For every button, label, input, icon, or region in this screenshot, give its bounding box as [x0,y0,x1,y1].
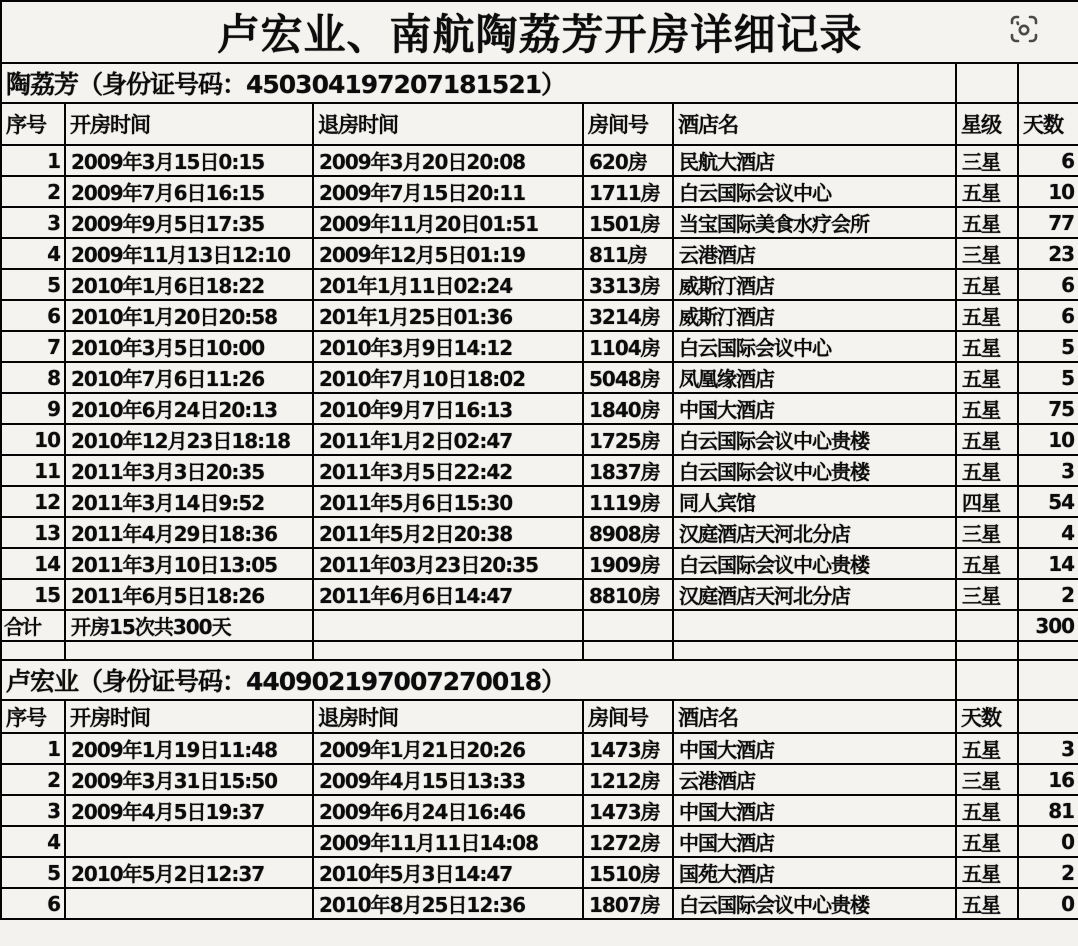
cell-room: 1272房 [583,826,673,857]
cell-checkout: 2011年3月5日22:42 [313,455,583,486]
cell-hotel: 白云国际会议中心贵楼 [673,424,956,455]
table-row [1,269,1078,300]
cell-hotel: 白云国际会议中心贵楼 [673,888,956,919]
col-header-no: 序号 [1,700,65,733]
cell-room: 3313房 [583,269,673,300]
cell-days: 81 [1018,795,1078,826]
table-row [1,548,1078,579]
cell-stars: 五星 [956,424,1018,455]
col-header-checkout: 退房时间 [313,700,583,733]
cell-hotel: 汉庭酒店天河北分店 [673,579,956,610]
person-1-id: 陶荔芳（身份证号码：450304197207181521） [1,63,956,103]
cell-stars: 五星 [956,393,1018,424]
cell-no: 7 [1,331,65,362]
table-row [1,145,1078,176]
cell-days: 6 [1018,300,1078,331]
table-row [1,176,1078,207]
cell-hotel: 中国大酒店 [673,733,956,764]
empty-cell [1018,63,1078,103]
table-2-header [1,700,1078,733]
cell-hotel: 国苑大酒店 [673,857,956,888]
table-1-body [1,145,1078,610]
cell-days: 23 [1018,238,1078,269]
col-header-room: 房间号 [583,700,673,733]
cell-days: 5 [1018,331,1078,362]
cell-room: 1837房 [583,455,673,486]
cell-room: 8810房 [583,579,673,610]
cell-no: 13 [1,517,65,548]
table-row [1,888,1078,919]
cell-room: 1501房 [583,207,673,238]
cell-checkin: 2009年9月5日17:35 [65,207,313,238]
cell-stars: 五星 [956,207,1018,238]
cell-hotel: 云港酒店 [673,764,956,795]
cell-checkin: 2011年4月29日18:36 [65,517,313,548]
cell-days: 0 [1018,888,1078,919]
cell-no: 14 [1,548,65,579]
cell-room: 8908房 [583,517,673,548]
table-row [1,207,1078,238]
cell-no: 6 [1,300,65,331]
cell-stars: 四星 [956,486,1018,517]
table-row [1,300,1078,331]
cell-no: 12 [1,486,65,517]
cell-hotel: 白云国际会议中心贵楼 [673,455,956,486]
col-header-checkin: 开房时间 [65,103,313,145]
cell-checkin: 2009年1月19日11:48 [65,733,313,764]
table-row [1,857,1078,888]
cell-days: 3 [1018,455,1078,486]
col-header-hotel: 酒店名 [673,103,956,145]
cell-room: 1909房 [583,548,673,579]
col-header-blank [1018,700,1078,733]
cell-days: 75 [1018,393,1078,424]
cell-hotel: 中国大酒店 [673,795,956,826]
cell-checkout: 2009年7月15日20:11 [313,176,583,207]
cell-room: 1104房 [583,331,673,362]
cell-checkout: 2011年03月23日20:35 [313,548,583,579]
table-row [1,424,1078,455]
table-row [1,362,1078,393]
cell-hotel: 威斯汀酒店 [673,269,956,300]
empty-cell [673,610,956,641]
cell-checkout: 2010年7月10日18:02 [313,362,583,393]
cell-checkout: 2009年4月15日13:33 [313,764,583,795]
cell-hotel: 当宝国际美食水疗会所 [673,207,956,238]
cell-days: 6 [1018,269,1078,300]
cell-days: 5 [1018,362,1078,393]
table-row [1,733,1078,764]
table-row [1,764,1078,795]
col-header-room: 房间号 [583,103,673,145]
cell-days: 4 [1018,517,1078,548]
cell-checkout: 2010年8月25日12:36 [313,888,583,919]
cell-stars: 五星 [956,888,1018,919]
col-header-days: 天数 [1018,103,1078,145]
cell-checkout: 2011年1月2日02:47 [313,424,583,455]
cell-no: 5 [1,857,65,888]
cell-checkin: 2009年7月6日16:15 [65,176,313,207]
cell-checkout: 2009年3月20日20:08 [313,145,583,176]
cell-no: 2 [1,176,65,207]
cell-days: 0 [1018,826,1078,857]
cell-checkin: 2010年6月24日20:13 [65,393,313,424]
col-header-no: 序号 [1,103,65,145]
cell-checkout: 2010年3月9日14:12 [313,331,583,362]
cell-stars: 五星 [956,548,1018,579]
total-days: 300 [1018,610,1078,641]
cell-checkout: 2010年9月7日16:13 [313,393,583,424]
empty-cell [583,610,673,641]
cell-stars: 五星 [956,455,1018,486]
cell-days: 2 [1018,579,1078,610]
cell-days: 10 [1018,424,1078,455]
cell-checkin: 2010年12月23日18:18 [65,424,313,455]
table-row [1,393,1078,424]
cell-room: 1510房 [583,857,673,888]
cell-checkout: 2010年5月3日14:47 [313,857,583,888]
cell-no: 5 [1,269,65,300]
col-header-stars: 星级 [956,103,1018,145]
cell-checkout: 2009年11月20日01:51 [313,207,583,238]
empty-cell [956,610,1018,641]
cell-checkout: 2009年1月21日20:26 [313,733,583,764]
cell-checkin [65,826,313,857]
table-row [1,826,1078,857]
cell-days: 2 [1018,857,1078,888]
cell-no: 1 [1,145,65,176]
col-header-checkin: 开房时间 [65,700,313,733]
cell-stars: 五星 [956,857,1018,888]
cell-hotel: 白云国际会议中心 [673,331,956,362]
spacer-row [1,641,1078,660]
cell-no: 1 [1,733,65,764]
table-row [1,455,1078,486]
cell-stars: 五星 [956,331,1018,362]
page-title: 卢宏业、南航陶荔芳开房详细记录 [217,10,863,59]
cell-checkin: 2009年3月15日0:15 [65,145,313,176]
cell-no: 11 [1,455,65,486]
cell-stars: 三星 [956,517,1018,548]
total-row [1,610,1078,641]
cell-room: 1473房 [583,733,673,764]
col-header-hotel: 酒店名 [673,700,956,733]
cell-room: 1807房 [583,888,673,919]
cell-stars: 五星 [956,826,1018,857]
cell-days: 3 [1018,733,1078,764]
empty-cell [956,63,1018,103]
cell-stars: 三星 [956,238,1018,269]
cell-checkin: 2010年7月6日11:26 [65,362,313,393]
cell-no: 2 [1,764,65,795]
empty-cell [1018,660,1078,700]
cell-stars: 五星 [956,300,1018,331]
cell-checkin: 2010年1月6日18:22 [65,269,313,300]
cell-checkin: 2011年3月3日20:35 [65,455,313,486]
cell-hotel: 中国大酒店 [673,393,956,424]
cell-room: 3214房 [583,300,673,331]
cell-hotel: 威斯汀酒店 [673,300,956,331]
cell-days: 54 [1018,486,1078,517]
cell-room: 1725房 [583,424,673,455]
cell-stars: 三星 [956,764,1018,795]
cell-checkout: 201年1月25日01:36 [313,300,583,331]
cell-no: 15 [1,579,65,610]
cell-no: 6 [1,888,65,919]
cell-hotel: 同人宾馆 [673,486,956,517]
cell-checkout: 201年1月11日02:24 [313,269,583,300]
cell-room: 1119房 [583,486,673,517]
cell-hotel: 白云国际会议中心 [673,176,956,207]
page-title-cell [1,1,1078,63]
cell-checkin: 2010年5月2日12:37 [65,857,313,888]
empty-cell [956,660,1018,700]
total-label: 合计 [1,610,65,641]
cell-checkin: 2011年3月10日13:05 [65,548,313,579]
cell-hotel: 中国大酒店 [673,826,956,857]
cell-checkin [65,888,313,919]
total-text: 开房15次共300天 [65,610,313,641]
cell-hotel: 民航大酒店 [673,145,956,176]
table-row [1,331,1078,362]
table-row [1,238,1078,269]
cell-hotel: 白云国际会议中心贵楼 [673,548,956,579]
cell-stars: 五星 [956,795,1018,826]
empty-cell [313,610,583,641]
cell-stars: 三星 [956,579,1018,610]
cell-checkin: 2009年3月31日15:50 [65,764,313,795]
cell-days: 14 [1018,548,1078,579]
cell-room: 1473房 [583,795,673,826]
cell-no: 4 [1,238,65,269]
cell-stars: 三星 [956,145,1018,176]
cell-stars: 五星 [956,269,1018,300]
table-row [1,795,1078,826]
table-2-body [1,733,1078,919]
table-1-header [1,103,1078,145]
table-row [1,579,1078,610]
cell-checkin: 2011年6月5日18:26 [65,579,313,610]
cell-checkin: 2009年11月13日12:10 [65,238,313,269]
cell-no: 8 [1,362,65,393]
cell-checkout: 2011年6月6日14:47 [313,579,583,610]
cell-no: 10 [1,424,65,455]
cell-checkout: 2009年12月5日01:19 [313,238,583,269]
cell-checkin: 2010年3月5日10:00 [65,331,313,362]
cell-room: 1840房 [583,393,673,424]
cell-hotel: 汉庭酒店天河北分店 [673,517,956,548]
table-row [1,486,1078,517]
focus-scan-icon[interactable] [1008,13,1040,45]
cell-room: 5048房 [583,362,673,393]
cell-stars: 五星 [956,176,1018,207]
col-header-checkout: 退房时间 [313,103,583,145]
cell-stars: 五星 [956,362,1018,393]
cell-checkout: 2009年6月24日16:46 [313,795,583,826]
cell-checkout: 2009年11月11日14:08 [313,826,583,857]
cell-no: 3 [1,795,65,826]
cell-room: 1711房 [583,176,673,207]
cell-hotel: 凤凰缘酒店 [673,362,956,393]
cell-days: 16 [1018,764,1078,795]
cell-days: 10 [1018,176,1078,207]
cell-hotel: 云港酒店 [673,238,956,269]
cell-checkout: 2011年5月6日15:30 [313,486,583,517]
cell-no: 9 [1,393,65,424]
cell-days: 6 [1018,145,1078,176]
cell-checkout: 2011年5月2日20:38 [313,517,583,548]
cell-room: 620房 [583,145,673,176]
cell-stars: 五星 [956,733,1018,764]
cell-days: 77 [1018,207,1078,238]
cell-no: 4 [1,826,65,857]
cell-checkin: 2010年1月20日20:58 [65,300,313,331]
cell-checkin: 2009年4月5日19:37 [65,795,313,826]
table-row [1,517,1078,548]
person-2-id: 卢宏业（身份证号码：440902197007270018） [1,660,956,700]
col-header-days: 天数 [956,700,1018,733]
cell-no: 3 [1,207,65,238]
cell-checkin: 2011年3月14日9:52 [65,486,313,517]
cell-room: 1212房 [583,764,673,795]
cell-room: 811房 [583,238,673,269]
